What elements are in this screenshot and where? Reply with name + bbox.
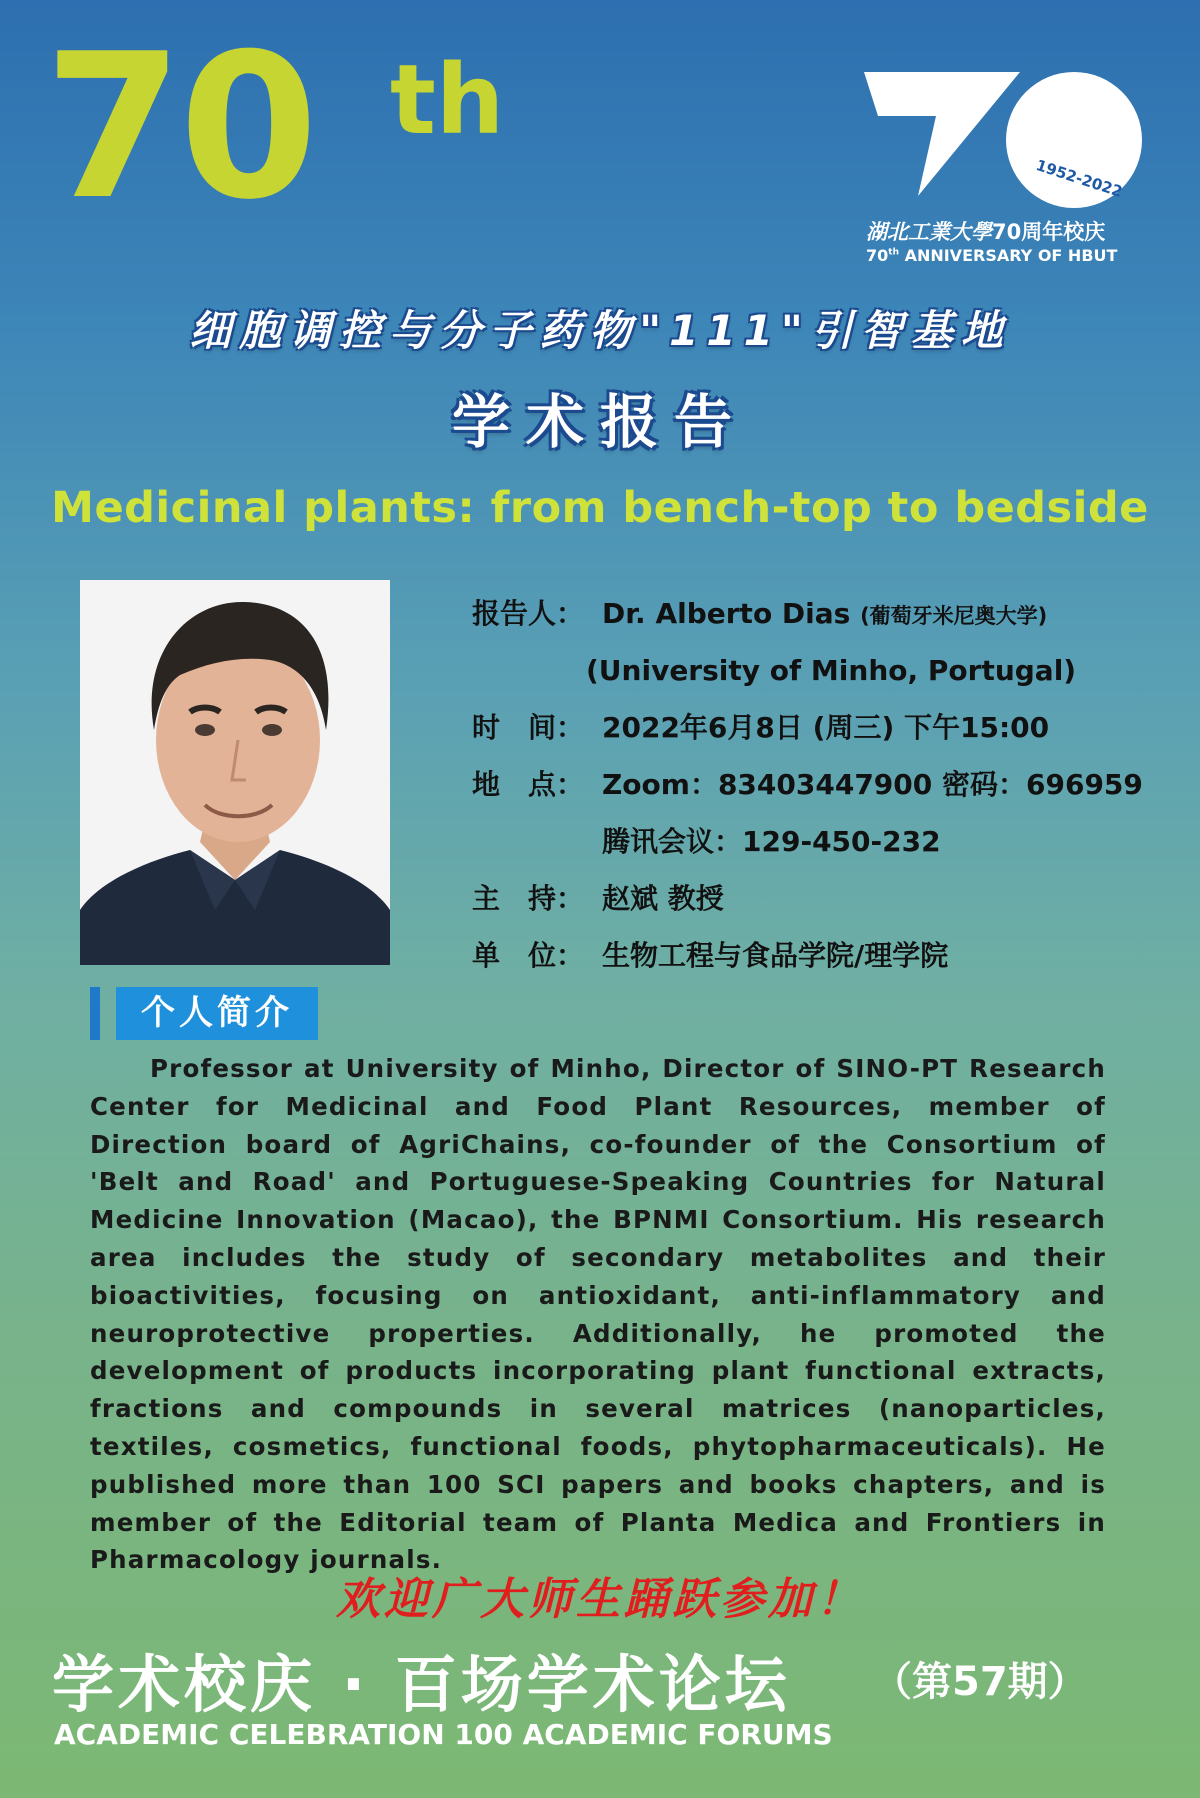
forum-title-en: ACADEMIC CELEBRATION 100 ACADEMIC FORUMS xyxy=(54,1718,833,1751)
unit-label: 单 位： xyxy=(472,939,585,972)
logo-cn-event: 70周年校庆 xyxy=(992,220,1106,244)
bio-badge-bar xyxy=(90,987,100,1040)
logo-cn-university: 湖北工業大學 xyxy=(866,220,992,244)
anniversary-suffix: th xyxy=(390,44,505,156)
report-heading: 学术报告 xyxy=(451,388,748,456)
logo-en-prefix: 70 xyxy=(866,246,889,265)
anniversary-number: 70 xyxy=(44,11,315,244)
time-label: 时 间： xyxy=(472,711,585,744)
talk-title: Medicinal plants: from bench-top to bedside xyxy=(51,483,1149,533)
host-label: 主 持： xyxy=(472,882,585,915)
speaker-photo xyxy=(80,580,390,965)
speaker-portrait-icon xyxy=(80,580,390,965)
time-row xyxy=(472,710,1049,746)
logo-en-sup: th xyxy=(888,247,899,258)
speaker-row xyxy=(472,596,1047,634)
unit-row xyxy=(472,938,948,974)
forum-title-cn: 学术校庆 · 百场学术论坛 xyxy=(52,1648,791,1721)
time-value: 2022年6月8日 (周三) 下午15:00 xyxy=(602,711,1050,744)
place-row xyxy=(472,767,1143,803)
logo-en-text: ANNIVERSARY OF HBUT xyxy=(904,246,1118,265)
speaker-label: 报告人： xyxy=(472,597,585,630)
bio-text: Professor at University of Minho, Director of SINO-PT Research Center for Medicinal and Food Plant Resources, member of Direction board of AgriChains, co-founder of the Consortium of 'Belt and Road' and Portuguese-Speaking Countries for Natural Medicine Innovation (Macao), the BPNMI Consortium. His research area includes the study of secondary metabolites and their bioactivities, focusing on antioxidant, anti-inflammatory and neuroprotective properties. Additionally, he promoted the development of products incorporating plant functional extracts, fractions and compounds in several matrices (nanoparticles, textiles, cosmetics, functional foods, phytopharmaceuticals). He published more than 100 SCI papers and books chapters, and is member of the Editorial team of Planta Medica and Frontiers in Pharmacology journals. xyxy=(90,1054,1106,1575)
place-tencent: 腾讯会议：129-450-232 xyxy=(602,825,941,858)
welcome-message: 欢迎广大师生踊跃参加！ xyxy=(336,1574,864,1625)
bio-section-title: 个人简介 xyxy=(116,987,318,1040)
unit-value: 生物工程与食品学院/理学院 xyxy=(602,939,949,972)
speaker-university-cn: (葡萄牙米尼奥大学) xyxy=(860,604,1048,628)
logo-en-line xyxy=(866,246,1117,265)
base-heading: 细胞调控与分子药物"111"引智基地 xyxy=(189,306,1011,355)
logo-cn-name xyxy=(866,216,1105,246)
speaker-name: Dr. Alberto Dias xyxy=(602,597,851,630)
host-value: 赵斌 教授 xyxy=(602,882,724,915)
hbut-70-logo-icon xyxy=(860,68,1145,208)
place-label: 地 点： xyxy=(472,768,585,801)
host-row xyxy=(472,881,724,917)
speaker-university-en: (University of Minho, Portugal) xyxy=(586,654,1077,687)
forum-issue: （第57期） xyxy=(872,1659,1088,1705)
place-zoom: Zoom：83403447900 密码：696959 xyxy=(602,768,1143,801)
logo-years: 1952-2022 xyxy=(1033,156,1125,201)
